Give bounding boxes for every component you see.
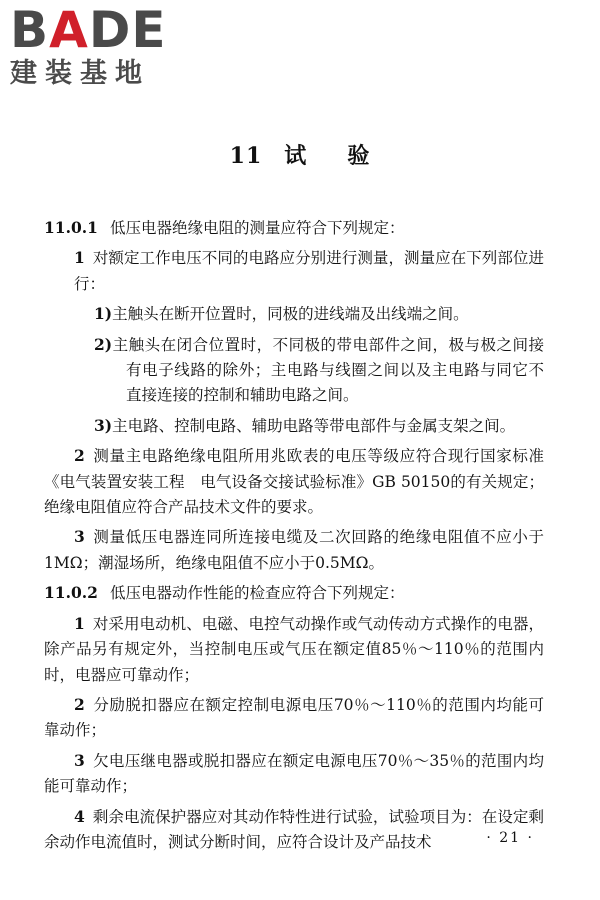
chapter-number: 11: [229, 143, 263, 169]
item-number: 4: [74, 806, 85, 826]
item-text: 剩余电流保护器应对其动作特性进行试验，试验项目为：在设定剩余动作电流值时，测试分断时间，应符合设计及产品技术: [44, 807, 544, 851]
page-number: · 21 ·: [486, 830, 534, 846]
item-text: 对额定工作电压不同的电路应分别进行测量，测量应在下列部位进行：: [74, 249, 544, 293]
chapter-title-part2: 验: [347, 143, 371, 169]
chapter-title: [0, 142, 600, 170]
subitem-number: 1): [94, 304, 113, 324]
brand-logo: [10, 1, 180, 90]
item-text: 分励脱扣器应在额定控制电源电压70％～110％的范围内均能可靠动作；: [44, 695, 544, 740]
clause-11-0-2: [44, 580, 544, 606]
item-text: 对采用电动机、电磁、电控气动操作或气动传动方式操作的电器，除产品另有规定外，当控制电压或气压在额定值85％～110％的范围内时，电器应可靠动作；: [44, 614, 544, 684]
logo-wordmark: BADE: [10, 1, 167, 59]
clause-number: 11.0.2: [44, 583, 98, 603]
clause-subitem: [44, 332, 544, 409]
subitem-number: 3): [94, 415, 113, 435]
item-number: 1: [74, 248, 85, 268]
subitem-text: 主触头在闭合位置时，不同极的带电部件之间，极与极之间接有电子线路的除外；主电路与线圈之间以及主电路与同它不直接连接的控制和辅助电路之间。: [112, 335, 544, 405]
clause-text: 低压电器动作性能的检查应符合下列规定：: [109, 584, 405, 603]
subitem-text: 主电路、控制电路、辅助电路等带电部件与金属支架之间。: [112, 416, 516, 435]
logo-accent-letter: A: [49, 1, 89, 59]
clause-subitem: [44, 413, 544, 439]
item-number: 2: [74, 446, 85, 466]
item-number: 2: [74, 694, 85, 714]
logo-subtitle: 建装基地: [10, 58, 150, 89]
item-text: 欠电压继电器或脱扣器应在额定电源电压70％～35％的范围内均能可靠动作；: [44, 751, 544, 796]
item-number: 1: [74, 613, 85, 633]
clause-item: [44, 692, 544, 744]
clause-item: [44, 443, 544, 520]
clause-number: 11.0.1: [44, 218, 98, 237]
clause-item: [44, 524, 544, 576]
item-text: 测量主电路绝缘电阻所用兆欧表的电压等级应符合现行国家标准《电气装置安装工程 电气设备交接试验标准》GB 50150的有关规定；绝缘电阻值应符合产品技术文件的要求。: [44, 447, 544, 517]
document-body: [44, 215, 544, 859]
item-number: 3: [74, 527, 85, 547]
chapter-title-part1: 试: [284, 143, 308, 169]
item-text: 测量低压电器连同所连接电缆及二次回路的绝缘电阻值不应小于1MΩ；潮湿场所，绝缘电阻值不应小于0.5MΩ。: [44, 528, 544, 572]
clause-subitem: [44, 301, 544, 327]
clause-item: [44, 611, 544, 688]
clause-item: [44, 804, 544, 856]
clause-item: [44, 748, 544, 800]
subitem-text: 主触头在断开位置时，同极的进线端及出线端之间。: [112, 305, 469, 324]
clause-11-0-1: [44, 215, 544, 241]
clause-text: 低压电器绝缘电阻的测量应符合下列规定：: [109, 219, 405, 237]
clause-item: [44, 245, 544, 297]
item-number: 3: [74, 750, 85, 770]
subitem-number: 2): [94, 334, 113, 354]
